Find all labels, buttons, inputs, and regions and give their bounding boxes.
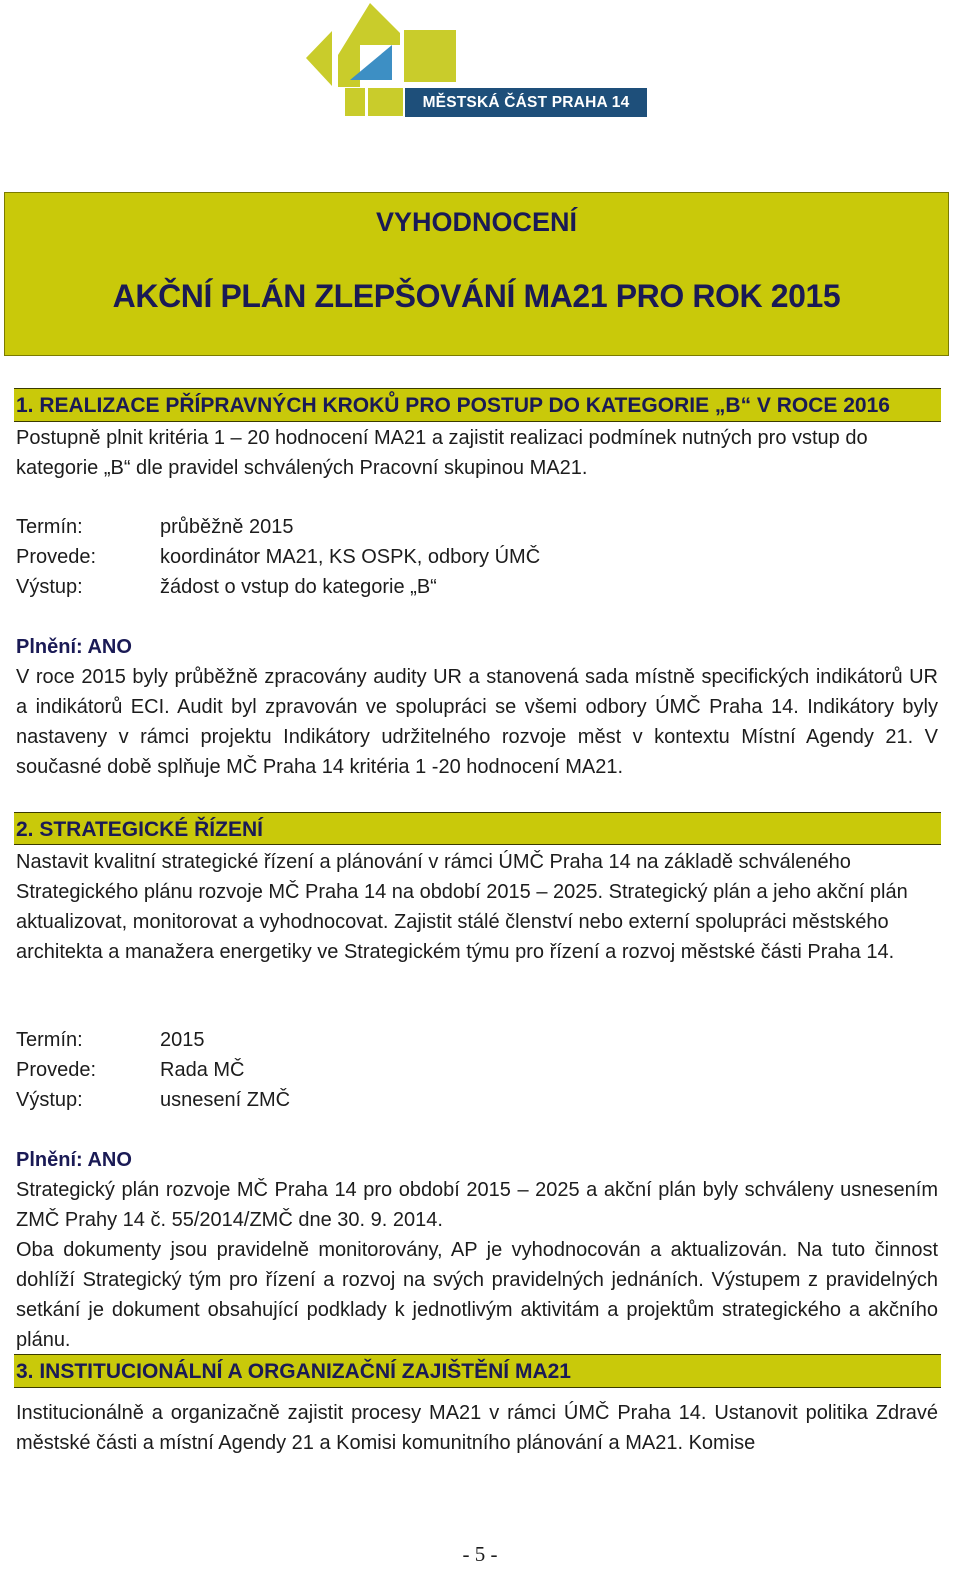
vystup-value: usnesení ZMČ [160, 1089, 291, 1111]
termin-row [16, 512, 916, 542]
section-1-description: Postupně plnit kritéria 1 – 20 hodnocení MA21 a zajistit realizaci podmínek nutných pro vstup do kategorie „B“ dle pravidel schválených Pracovní skupinou MA21. [16, 427, 868, 479]
section-2-meta [16, 1025, 916, 1115]
vystup-row [16, 572, 916, 602]
document-subtitle: AKČNÍ PLÁN ZLEPŠOVÁNÍ MA21 PRO ROK 2015 [112, 278, 841, 314]
section-2-description: Nastavit kvalitní strategické řízení a plánování v rámci ÚMČ Praha 14 na základě schváleného Strategického plánu rozvoje MČ Praha 14 na období 2015 – 2025. Strategický plán a jeho akční plán aktualizovat, monitorovat a vyhodnocovat. Zajistit stálé členství nebo externí spolupráci městského architekta a manažera energetiky ve Strategickém týmu pro řízení a rozvoj městské části Praha 14. [16, 851, 908, 963]
section-1-meta [16, 512, 916, 602]
vystup-label: Výstup: [16, 576, 83, 598]
provede-value: Rada MČ [160, 1059, 245, 1081]
termin-row [16, 1025, 916, 1055]
section-2-heading: 2. STRATEGICKÉ ŘÍZENÍ [14, 812, 941, 845]
termin-value: průběžně 2015 [160, 516, 294, 538]
section-1-heading: 1. REALIZACE PŘÍPRAVNÝCH KROKŮ PRO POSTUP DO KATEGORIE „B“ V ROCE 2016 [14, 388, 941, 422]
section-2-result: Strategický plán rozvoje MČ Praha 14 pro období 2015 – 2025 a akční plán byly schváleny usnesením ZMČ Prahy 14 č. 55/2014/ZMČ dne 30. 9. 2014. [16, 1179, 938, 1231]
section-1-plneni: Plnění: ANO [16, 636, 132, 658]
municipality-logo [300, 0, 660, 120]
termin-label: Termín: [16, 516, 83, 538]
provede-row [16, 542, 916, 572]
provede-label: Provede: [16, 1059, 97, 1081]
vystup-value: žádost o vstup do kategorie „B“ [160, 576, 437, 598]
termin-value: 2015 [160, 1029, 205, 1051]
vystup-row [16, 1085, 916, 1115]
title-box [4, 192, 949, 356]
provede-row [16, 1055, 916, 1085]
termin-label: Termín: [16, 1029, 83, 1051]
provede-label: Provede: [16, 546, 97, 568]
vystup-label: Výstup: [16, 1089, 83, 1111]
provede-value: koordinátor MA21, KS OSPK, odbory ÚMČ [160, 546, 541, 568]
section-2-plneni: Plnění: ANO [16, 1149, 132, 1171]
page-number: - 5 - [462, 1542, 498, 1566]
document-title: VYHODNOCENÍ [375, 207, 578, 237]
section-3-description: Institucionálně a organizačně zajistit procesy MA21 v rámci ÚMČ Praha 14. Ustanovit politika Zdravé městské části a místní Agendy 21 a Komisi komunitního plánování a MA21. Komise [16, 1402, 938, 1454]
section-3-heading: 3. INSTITUCIONÁLNÍ A ORGANIZAČNÍ ZAJIŠTĚNÍ MA21 [14, 1354, 941, 1388]
section-2-result-detail: Oba dokumenty jsou pravidelně monitorovány, AP je vyhodnocován a aktualizován. Na tuto činnost dohlíží Strategický tým pro řízení a rozvoj na svých pravidelných jednáních. Výstupem z pravidelných setkání je dokument obsahující podklady k jednotlivým aktivitám a projektům strategického a akčního plánu. [16, 1239, 938, 1351]
section-1-result: V roce 2015 byly průběžně zpracovány audity UR a stanovená sada místně specifických indikátorů UR a indikátorů ECI. Audit byl zpravován ve spolupráci se všemi odbory ÚMČ Praha 14. Indikátory byly nastaveny v rámci projektu Indikátory udržitelného rozvoje měst v kontextu Místní Agendy 21. V současné době splňuje MČ Praha 14 kritéria 1 -20 hodnocení MA21. [16, 666, 938, 778]
logo-banner: MĚSTSKÁ ČÁST PRAHA 14 [405, 88, 647, 117]
